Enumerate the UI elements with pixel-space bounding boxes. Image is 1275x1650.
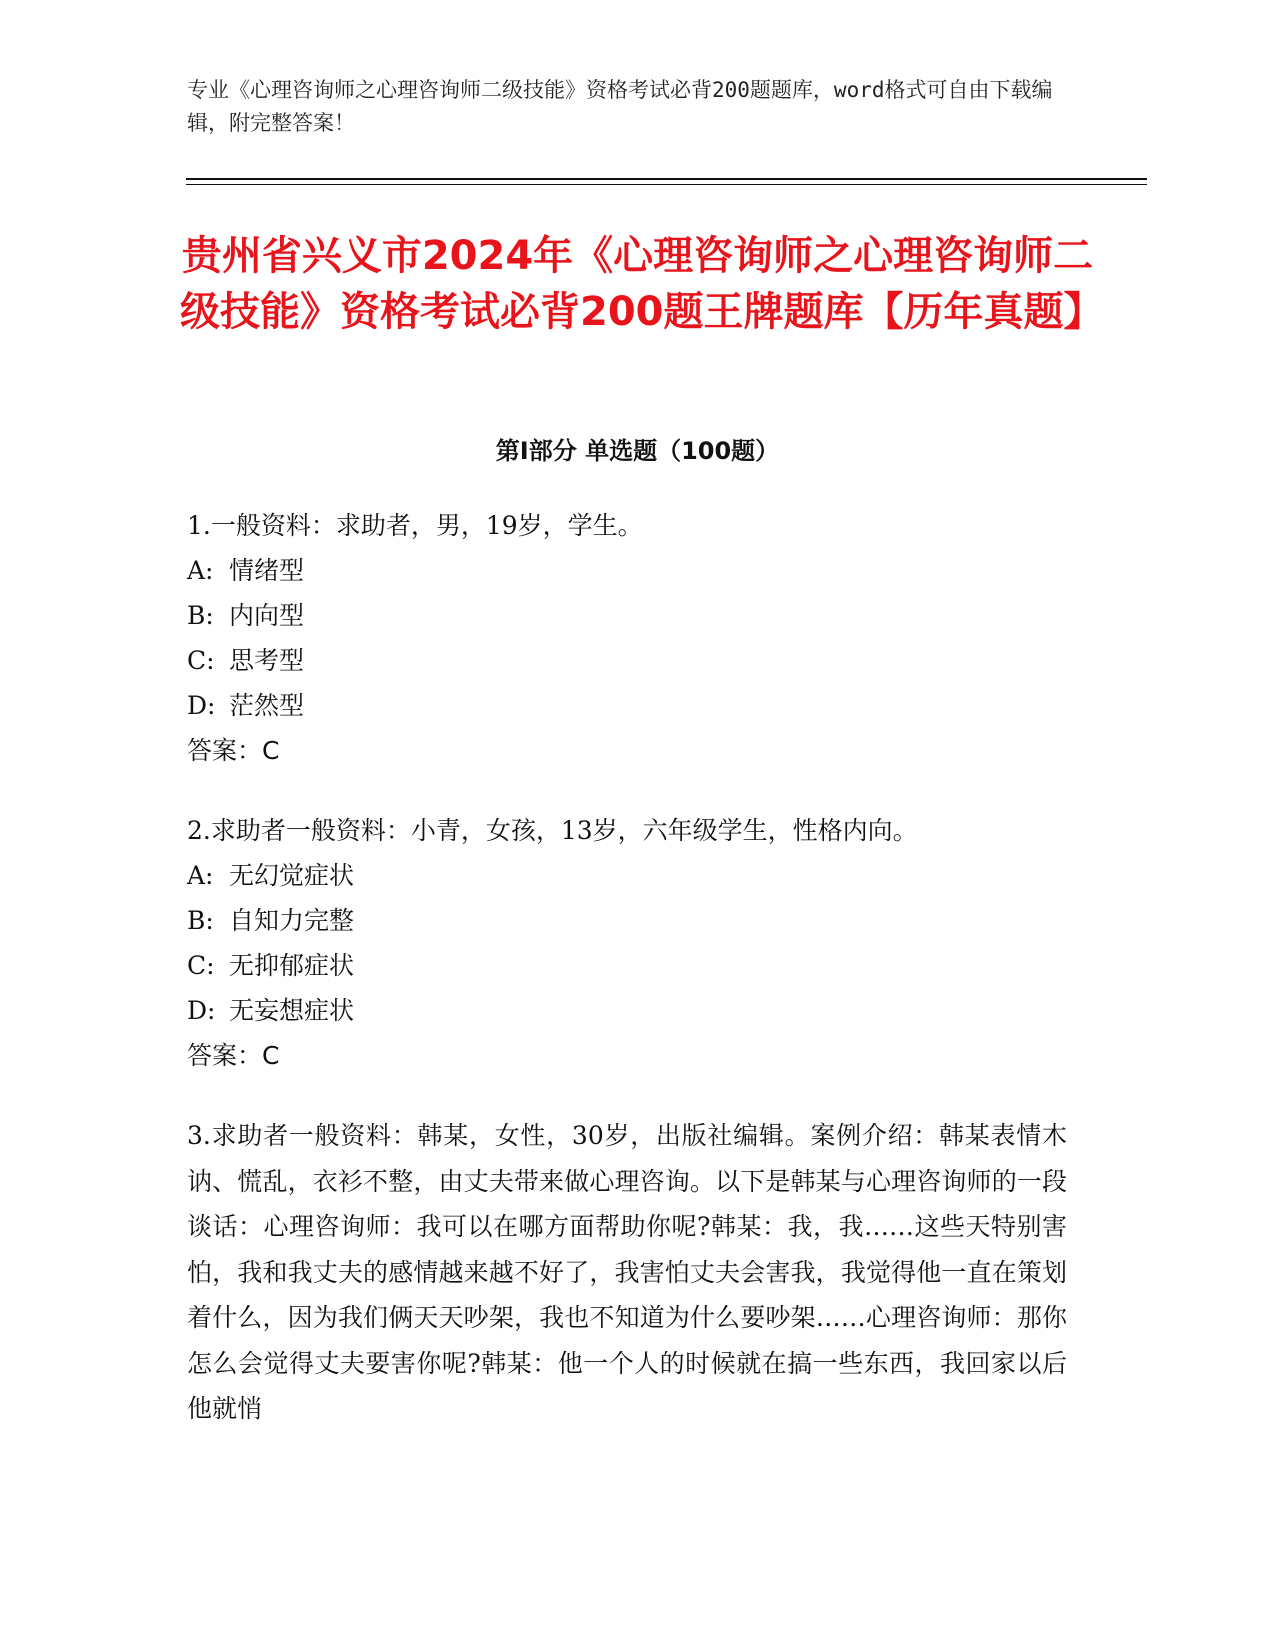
option-d bbox=[187, 988, 1067, 1033]
option-text: 情绪型 bbox=[229, 556, 305, 585]
option-letter: B: bbox=[187, 601, 214, 630]
header-divider-thin bbox=[186, 184, 1147, 185]
option-letter: D: bbox=[187, 691, 216, 720]
option-text: 思考型 bbox=[229, 646, 305, 675]
question-stem: 3.求助者一般资料：韩某，女性，30岁，出版社编辑。案例介绍：韩某表情木讷、慌乱，衣衫不整，由丈夫带来做心理咨询。以下是韩某与心理咨询师的一段谈话：心理咨询师：我可以在哪方面帮助你呢?韩某：我，我……这些天特别害怕，我和我丈夫的感情越来越不好了，我害怕丈夫会害我，我觉得他一直在策划着什么，因为我们俩天天吵架，我也不知道为什么要吵架……心理咨询师：那你怎么会觉得丈夫要害你呢?韩某：他一个人的时候就在搞一些东西，我回家以后他就悄 bbox=[187, 1121, 1067, 1423]
option-text: 无幻觉症状 bbox=[229, 861, 355, 890]
answer-line: 答案：C bbox=[187, 736, 280, 765]
option-letter: A: bbox=[187, 556, 214, 585]
answer-line: 答案：C bbox=[187, 1041, 280, 1070]
question-stem: 1.一般资料：求助者，男，19岁，学生。 bbox=[187, 511, 643, 540]
option-text: 茫然型 bbox=[229, 691, 305, 720]
option-letter: A: bbox=[187, 861, 214, 890]
option-letter: C: bbox=[187, 646, 215, 675]
header-note: 专业《心理咨询师之心理咨询师二级技能》资格考试必背200题题库，word格式可自由下载编辑，附完整答案！ bbox=[187, 78, 1053, 135]
option-text: 无抑郁症状 bbox=[229, 951, 355, 980]
question-stem: 2.求助者一般资料：小青，女孩，13岁，六年级学生，性格内向。 bbox=[187, 816, 918, 845]
option-a bbox=[187, 853, 1067, 898]
option-text: 内向型 bbox=[229, 601, 305, 630]
section-heading: 第Ⅰ部分 单选题（100题） bbox=[495, 437, 780, 465]
option-d bbox=[187, 683, 1067, 728]
option-text: 自知力完整 bbox=[229, 906, 355, 935]
option-letter: D: bbox=[187, 996, 216, 1025]
option-letter: B: bbox=[187, 906, 214, 935]
question-1 bbox=[187, 503, 1067, 773]
option-text: 无妄想症状 bbox=[229, 996, 355, 1025]
document-title: 贵州省兴义市2024年《心理咨询师之心理咨询师二级技能》资格考试必背200题王牌题库【历年真题】 bbox=[180, 233, 1104, 335]
header-divider-thick bbox=[186, 178, 1147, 180]
question-3 bbox=[187, 1113, 1067, 1432]
option-b bbox=[187, 898, 1067, 943]
option-letter: C: bbox=[187, 951, 215, 980]
option-c bbox=[187, 638, 1067, 683]
option-a bbox=[187, 548, 1067, 593]
option-b bbox=[187, 593, 1067, 638]
option-c bbox=[187, 943, 1067, 988]
question-2 bbox=[187, 808, 1067, 1078]
